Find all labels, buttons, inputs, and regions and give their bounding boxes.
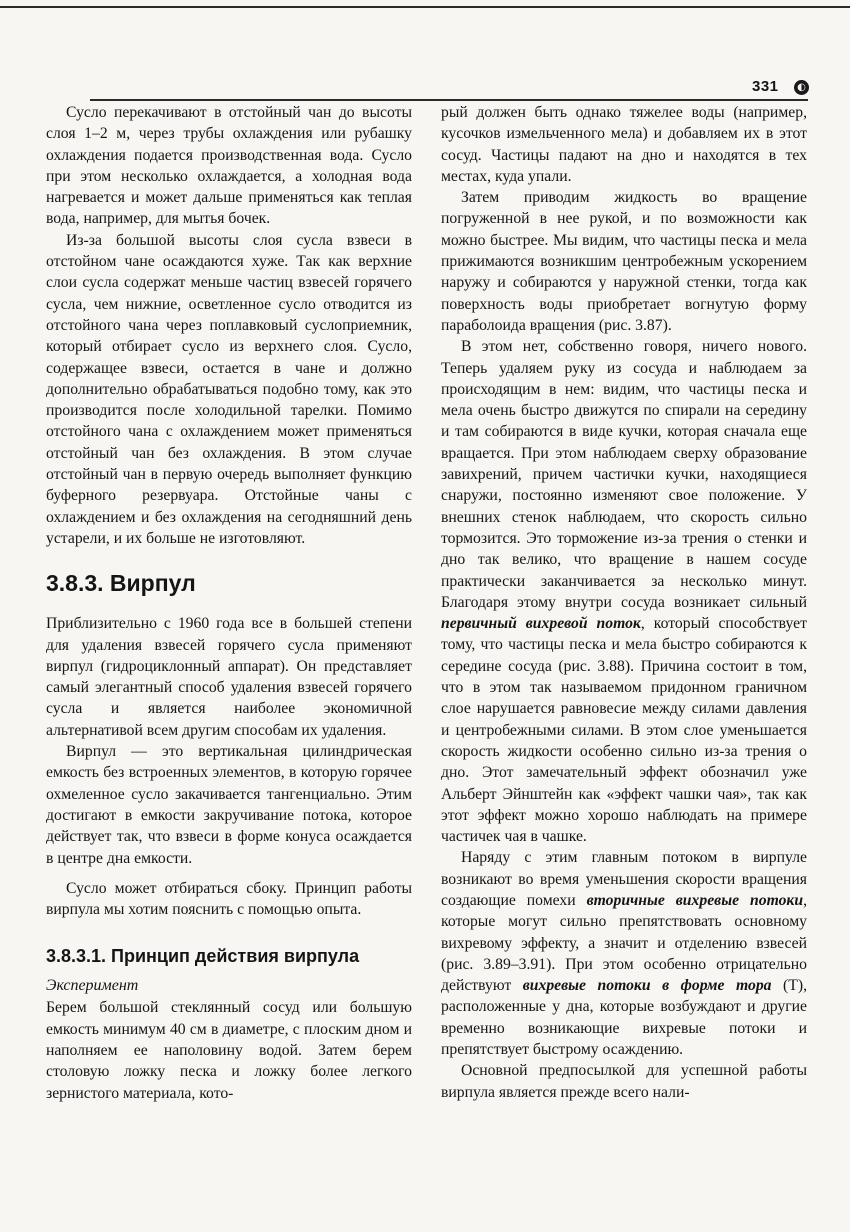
- paragraph-text: В этом нет, собственно говоря, ничего нового. Теперь удаляем руку из сосуда и наблюдаем за происходящим в нем: видим, что частицы песка и мела очень быстро движутся по спирали на середину и там собираются в виде кучки, которая сначала еще вращается. При этом наблюдаем сверху образование завихрений, причем частички кучки, находящиеся снаружи, постоянно изменяют свое положение. У внешних стенок наблюдаем, что скорость сильно тормозится. Это торможение из-за трения о стенки и дно так велико, что вращение в нашем сосуде практически заканчивается за несколько минут. Благодаря этому внутри сосуда возникает сильный: [441, 338, 807, 611]
- paragraph: Основной предпосылкой для успешной работы вирпула является прежде всего нали-: [441, 1062, 807, 1101]
- paragraph: Приблизительно с 1960 года все в большей степени для удаления взвесей горячего сусла применяют вирпул (гидроциклонный аппарат). Он представляет самый элегантный способ удаления взвесей горячего сусла и является наиболее экономичной альтернативой всем другим способам их удаления.: [46, 615, 412, 739]
- sphere-icon: ◐: [794, 80, 809, 95]
- term-secondary-vortex: вторичные вихревые потоки: [586, 891, 804, 909]
- paragraph-text: (Т), расположенные у дна, которые возбуждают и другие временно возникающие вихревые потоки и препятствует быстрому осаждению.: [441, 977, 807, 1059]
- paragraph: Сусло перекачивают в отстойный чан до высоты слоя 1–2 м, через трубы охлаждения или рубашку охлаждения подается производственная вода. Сусло при этом несколько охлаждается, а холодная вода нагревается и может дальше применяться как теплая вода, например, для мытья бочек.: [46, 104, 412, 228]
- paragraph: [441, 847, 807, 1060]
- term-primary-vortex: первичный вихревой поток: [441, 615, 641, 633]
- paragraph: Сусло может отбираться сбоку. Принцип работы вирпула мы хотим пояснить с помощью опыта.: [46, 879, 412, 919]
- paragraph: Вирпул — это вертикальная цилиндрическая емкость без встроенных элементов, в которую горячее охмеленное сусло закачивается тангенциально. Этим достигают в емкости закручивание потока, которое действует так, что взвеси в форме конуса осаждается в центре дна емкости.: [46, 743, 412, 867]
- section-heading-3-8-3: 3.8.3. Вирпул: [46, 570, 196, 597]
- paragraph: [441, 336, 807, 847]
- right-column: [441, 102, 807, 1103]
- experiment-subheading: Эксперимент: [46, 977, 139, 995]
- paragraph-text: , которые могут сильно препятствовать основному вихревому эффекту, а значит и отделению взвесей (рис. 3.89–3.91). При этом особенно отрицательно действуют: [441, 891, 808, 995]
- top-page-rule: [0, 6, 850, 8]
- paragraph: Из-за большой высоты слоя сусла взвеси в отстойном чане осаждаются хуже. Так как верхние слои сусла содержат меньше частиц взвесей горячего сусла, чем нижние, осветленное сусло отводится из отстойного чана через поплавковый суслоприемник, который отбирает сусло из верхнего слоя. Сусло, содержащее взвеси, остается в чане и должно дополнительно обрабатываться подобно тому, как это производится после холодильной тарелки. Помимо отстойного чана с охлаждением может применяться отстойный чан без охлаждения. В этом случае отстойный чан в первую очередь выполняет функцию буферного резервуара. Отстойные чаны с охлаждением и без охлаждения на сегодняшний день устарели, и их больше не изготовляют.: [46, 231, 412, 547]
- paragraph-text: , который способствует тому, что частицы песка и мела быстро собираются к середине сосуда (рис. 3.88). Причина состоит в том, что в этом так называемом придонном граничном слое нарушается равновесие между силами давления и центробежными силами. В этом слое уменьшается скорость жидкости особенно сильно из-за трения о дно. Этот замечательный эффект обозначил уже Альберт Эйнштейн как «эффект чашки чая», так как этот эффект можно хорошо наблюдать на примере частичек чая в чашке.: [441, 615, 807, 846]
- header-rule: [90, 99, 808, 101]
- paragraph-text: Наряду с этим главным потоком в вирпуле возникают во время уменьшения скорости вращения создающие помехи: [441, 849, 807, 909]
- section-heading-3-8-3-1: 3.8.3.1. Принцип действия вирпула: [46, 946, 360, 967]
- page-number: 331: [752, 78, 779, 95]
- term-torus-vortex: вихревые потоки в форме тора: [522, 977, 772, 995]
- paragraph: Затем приводим жидкость во вращение погруженной в нее рукой, и по возможности как можно быстрее. Мы видим, что частицы песка и мела прижимаются возникшим центробежным ускорением наружу и собираются у наружной стенки, тогда как поверхность воды приобретает вогнутую форму параболоида вращения (рис. 3.87).: [441, 189, 807, 334]
- left-column: [46, 102, 412, 1104]
- paragraph: Берем большой стеклянный сосуд или большую емкость минимум 40 см в диаметре, с плоским дном и наполняем ее наполовину водой. Затем берем столовую ложку песка и ложку более легкого зернистого материала, кото-: [46, 999, 412, 1102]
- paragraph: рый должен быть однако тяжелее воды (например, кусочков измельченного мела) и добавляем их в этот сосуд. Частицы падают на дно и находятся в тех местах, куда упали.: [441, 104, 807, 185]
